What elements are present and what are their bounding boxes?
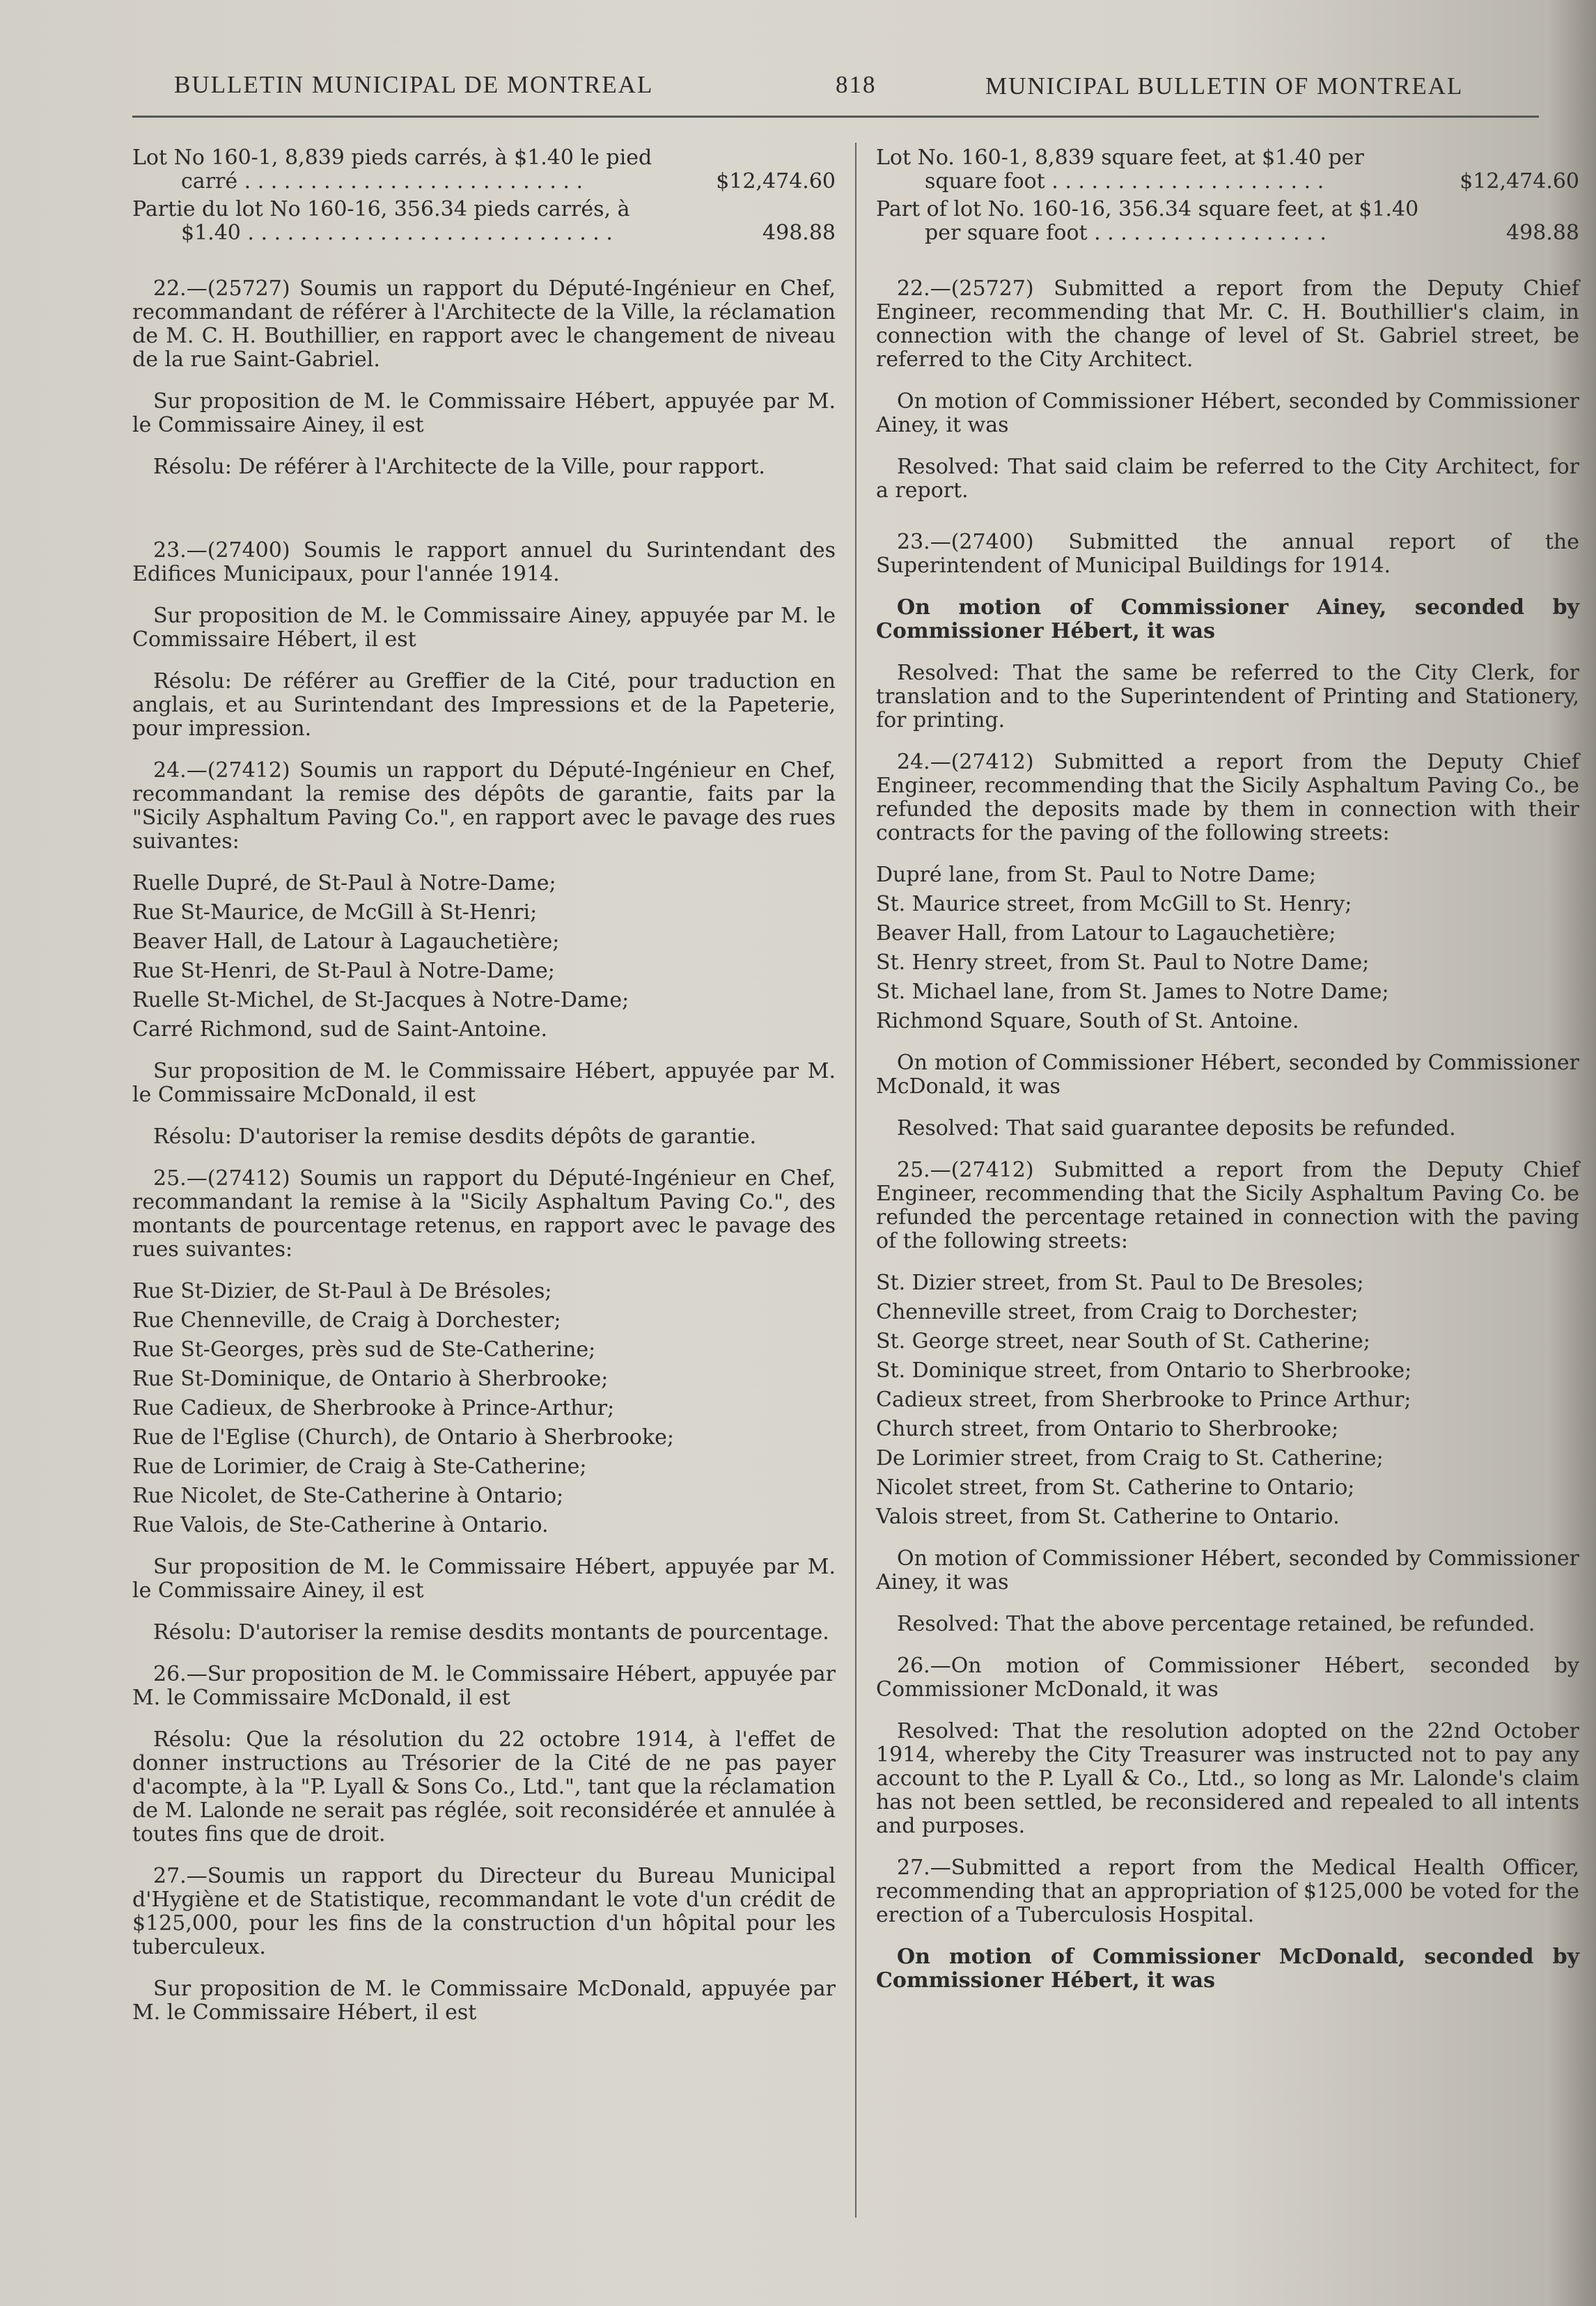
list-item: St. George street, near South of St. Catherine; [876, 1329, 1370, 1354]
lot-amount: 498.88 [1506, 221, 1579, 245]
item-22-report: 22.—(25727) Soumis un rapport du Député-Ingénieur en Chef, recommandant de référer à l'Architecte de la Ville, la réclamation de M. C. H. Bouthillier, en rapport avec le changement de niveau de la rue Saint-Gabriel. [132, 276, 836, 372]
english-column [876, 146, 1579, 2011]
list-item: Nicolet street, from St. Catherine to Ontario; [876, 1475, 1355, 1500]
item-27-report: 27.—Soumis un rapport du Directeur du Bureau Municipal d'Hygiène et de Statistique, recommandant le vote d'un crédit de $125,000, pour les fins de la construction d'un hôpital pour les tuberculeux. [132, 1864, 836, 1959]
lot-entry [876, 146, 1579, 194]
lot-entry [132, 146, 836, 194]
item-23-motion: On motion of Commissioner Ainey, seconded by Commissioner Hébert, it was [876, 595, 1579, 643]
item-22-motion: On motion of Commissioner Hébert, seconded by Commissioner Ainey, it was [876, 389, 1579, 437]
item-24-street-list [876, 863, 1579, 1033]
item-25-motion: On motion of Commissioner Hébert, seconded by Commissioner Ainey, it was [876, 1546, 1579, 1594]
lot-amount: $12,474.60 [716, 169, 836, 194]
list-item: Rue Cadieux, de Sherbrooke à Prince-Arthur; [132, 1396, 615, 1420]
item-23-motion: Sur proposition de M. le Commissaire Ainey, appuyée par M. le Commissaire Hébert, il est [132, 604, 836, 652]
list-item: Cadieux street, from Sherbrooke to Prince Arthur; [876, 1388, 1411, 1412]
item-24-resolved: Résolu: D'autoriser la remise desdits dépôts de garantie. [153, 1124, 757, 1149]
item-25-resolved: Résolu: D'autoriser la remise desdits montants de pourcentage. [153, 1620, 829, 1645]
header-title-french: BULLETIN MUNICIPAL DE MONTREAL [174, 71, 654, 98]
list-item: Rue Chenneville, de Craig à Dorchester; [132, 1308, 561, 1333]
item-24-report: 24.—(27412) Submitted a report from the Deputy Chief Engineer, recommending that the Sicily Asphaltum Paving Co., be refunded the deposits made by them in connection with their contracts for the paving of the following streets: [876, 750, 1579, 845]
list-item: St. Michael lane, from St. James to Notre Dame; [876, 980, 1389, 1004]
list-item: Rue de l'Eglise (Church), de Ontario à Sherbrooke; [132, 1425, 675, 1450]
item-25-report: 25.—(27412) Submitted a report from the Deputy Chief Engineer, recommending that the Sicily Asphaltum Paving Co. be refunded the percentage retained in connection with the paving of the following streets: [876, 1158, 1579, 1253]
list-item: Ruelle Dupré, de St-Paul à Notre-Dame; [132, 871, 556, 895]
lot-entry [876, 198, 1579, 245]
item-27-motion: On motion of Commissioner McDonald, seconded by Commissioner Hébert, it was [876, 1945, 1579, 1993]
item-25-motion: Sur proposition de M. le Commissaire Hébert, appuyée par M. le Commissaire Ainey, il est [132, 1555, 836, 1603]
list-item: Church street, from Ontario to Sherbrooke; [876, 1417, 1339, 1441]
list-item: Rue St-Dominique, de Ontario à Sherbrooke; [132, 1367, 609, 1391]
french-column [132, 146, 836, 2043]
item-25-street-list [876, 1271, 1579, 1529]
item-22-resolved: Résolu: De référer à l'Architecte de la Ville, pour rapport. [153, 455, 765, 479]
item-27-report: 27.—Submitted a report from the Medical Health Officer, recommending that an appropriation of $125,000 be voted for the erection of a Tuberculosis Hospital. [876, 1856, 1579, 1927]
item-23-resolved: Resolved: That the same be referred to the City Clerk, for translation and to the Superintendent of Printing and Stationery, for printing. [876, 661, 1579, 732]
list-item: St. Maurice street, from McGill to St. Henry; [876, 892, 1352, 916]
list-item: Carré Richmond, sud de Saint-Antoine. [132, 1017, 548, 1042]
list-item: Valois street, from St. Catherine to Ontario. [876, 1505, 1340, 1529]
item-24-street-list [132, 872, 836, 1042]
item-26-resolved: Resolved: That the resolution adopted on the 22nd October 1914, whereby the City Treasurer was instructed not to pay any account to the P. Lyall & Co., Ltd., so long as Mr. Lalonde's claim has not been settled, be reconsidered and repealed to all intents and purposes. [876, 1719, 1579, 1838]
item-23-report: 23.—(27400) Submitted the annual report of the Superintendent of Municipal Buildings for 1914. [876, 530, 1579, 578]
page-number: 818 [836, 71, 877, 98]
lot-amount: 498.88 [762, 221, 836, 245]
item-25-resolved: Resolved: That the above percentage retained, be refunded. [897, 1612, 1535, 1636]
item-26-motion: 26.—Sur proposition de M. le Commissaire Hébert, appuyée par M. le Commissaire McDonald, il est [132, 1662, 836, 1710]
lot-unit: per square foot . . . . . . . . . . . . . . . . . . [925, 221, 1327, 245]
lot-unit: carré . . . . . . . . . . . . . . . . . . . . . . . . . . [181, 169, 584, 194]
list-item: Beaver Hall, de Latour à Lagauchetière; [132, 930, 560, 954]
list-item: Dupré lane, from St. Paul to Notre Dame; [876, 863, 1317, 887]
item-27-motion: Sur proposition de M. le Commissaire McDonald, appuyée par M. le Commissaire Hébert, il est [132, 1977, 836, 2025]
item-26-motion: 26.—On motion of Commissioner Hébert, seconded by Commissioner McDonald, it was [876, 1654, 1579, 1702]
lot-unit: square foot . . . . . . . . . . . . . . . . . . . . . [925, 169, 1324, 194]
list-item: Rue St-Henri, de St-Paul à Notre-Dame; [132, 959, 555, 983]
list-item: Beaver Hall, from Latour to Lagauchetière; [876, 921, 1336, 946]
header-rule [132, 116, 1539, 118]
item-26-resolved: Résolu: Que la résolution du 22 octobre 1914, à l'effet de donner instructions au Trésorier de la Cité de ne pas payer d'acompte, à la "P. Lyall & Sons Co., Ltd.", tant que la réclamation de M. Lalonde ne serait pas réglée, soit reconsidérée et annulée à toutes fins que de droit. [132, 1727, 836, 1846]
list-item: Rue de Lorimier, de Craig à Ste-Catherine; [132, 1454, 587, 1479]
header-title-english: MUNICIPAL BULLETIN OF MONTREAL [985, 72, 1464, 100]
lot-unit: $1.40 . . . . . . . . . . . . . . . . . . . . . . . . . . . . [181, 221, 613, 245]
column-divider [855, 143, 856, 2218]
item-23-resolved: Résolu: De référer au Greffier de la Cité, pour traduction en anglais, et au Surintendant des Impressions et de la Papeterie, pour impression. [132, 669, 836, 741]
lot-description: Lot No. 160-1, 8,839 square feet, at $1.40 per [876, 146, 1364, 170]
list-item: Rue Nicolet, de Ste-Catherine à Ontario; [132, 1484, 564, 1508]
item-22-report: 22.—(25727) Submitted a report from the Deputy Chief Engineer, recommending that Mr. C. H. Bouthillier's claim, in connection with the change of level of St. Gabriel street, be referred to the City Architect. [876, 276, 1579, 372]
list-item: Rue Valois, de Ste-Catherine à Ontario. [132, 1513, 549, 1537]
list-item: Rue St-Maurice, de McGill à St-Henri; [132, 900, 538, 925]
item-22-motion: Sur proposition de M. le Commissaire Hébert, appuyée par M. le Commissaire Ainey, il est [132, 389, 836, 437]
list-item: Rue St-Dizier, de St-Paul à De Brésoles; [132, 1279, 552, 1303]
list-item: Chenneville street, from Craig to Dorchester; [876, 1300, 1359, 1324]
lot-amount: $12,474.60 [1460, 169, 1579, 194]
lot-description: Partie du lot No 160-16, 356.34 pieds carrés, à [132, 197, 630, 221]
page-header [132, 64, 1546, 106]
lot-description: Part of lot No. 160-16, 356.34 square feet, at $1.40 [876, 197, 1419, 221]
list-item: Rue St-Georges, près sud de Ste-Catherine; [132, 1338, 596, 1362]
list-item: Ruelle St-Michel, de St-Jacques à Notre-Dame; [132, 988, 629, 1012]
item-24-resolved: Resolved: That said guarantee deposits be refunded. [897, 1116, 1456, 1140]
item-22-resolved: Resolved: That said claim be referred to the City Architect, for a report. [876, 455, 1579, 503]
list-item: St. Henry street, from St. Paul to Notre Dame; [876, 950, 1370, 975]
item-24-motion: On motion of Commissioner Hébert, seconded by Commissioner McDonald, it was [876, 1051, 1579, 1099]
item-23-report: 23.—(27400) Soumis le rapport annuel du Surintendant des Edifices Municipaux, pour l'année 1914. [132, 538, 836, 586]
list-item: De Lorimier street, from Craig to St. Catherine; [876, 1446, 1384, 1470]
item-24-motion: Sur proposition de M. le Commissaire Hébert, appuyée par M. le Commissaire McDonald, il est [132, 1059, 836, 1107]
item-25-street-list [132, 1280, 836, 1537]
item-24-report: 24.—(27412) Soumis un rapport du Député-Ingénieur en Chef, recommandant la remise des dépôts de garantie, faits par la "Sicily Asphaltum Paving Co.", en rapport avec le pavage des rues suivantes: [132, 758, 836, 854]
item-25-report: 25.—(27412) Soumis un rapport du Député-Ingénieur en Chef, recommandant la remise à la "Sicily Asphaltum Paving Co.", des montants de pourcentage retenus, en rapport avec le pavage des rues suivantes: [132, 1166, 836, 1262]
lot-entry [132, 198, 836, 245]
lot-description: Lot No 160-1, 8,839 pieds carrés, à $1.40 le pied [132, 146, 652, 170]
list-item: St. Dominique street, from Ontario to Sherbrooke; [876, 1358, 1412, 1383]
list-item: St. Dizier street, from St. Paul to De Bresoles; [876, 1271, 1364, 1295]
list-item: Richmond Square, South of St. Antoine. [876, 1009, 1299, 1033]
